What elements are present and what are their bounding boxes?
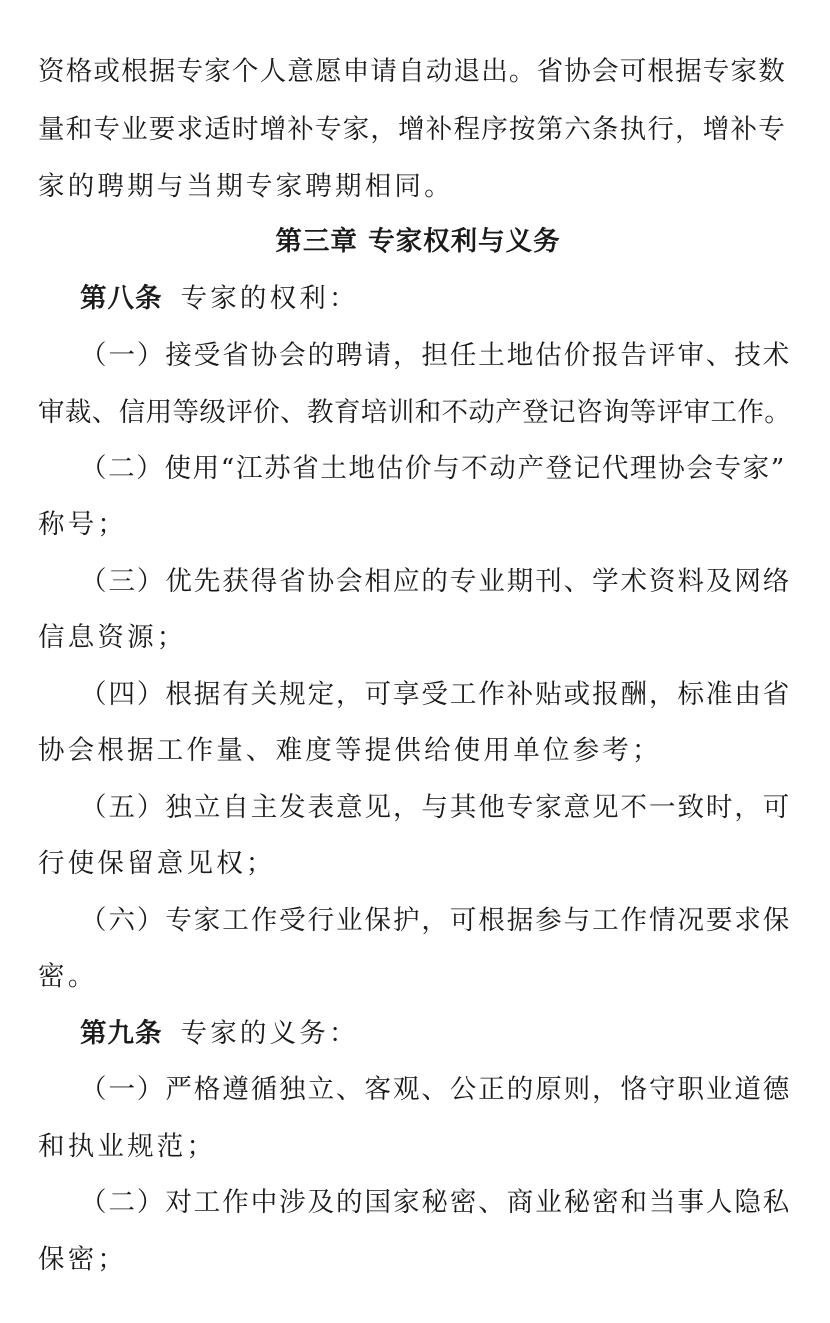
article-8-item-5-line-1: （五）独立自主发表意见，与其他专家意见不一致时，可: [80, 792, 792, 823]
article-9-item-2-line-1: （二）对工作中涉及的国家秘密、商业秘密和当事人隐私: [80, 1187, 792, 1218]
article-8-item-4-line-2: 协会根据工作量、难度等提供给使用单位参考；: [38, 735, 662, 766]
article-8-item-2-line-1: （二）使用“江苏省土地估价与不动产登记代理协会专家”: [80, 453, 786, 484]
article-9-item-1-line-1: （一）严格遵循独立、客观、公正的原则，恪守职业道德: [80, 1074, 792, 1105]
article-9-text: 专家的义务：: [180, 1018, 359, 1049]
intro-line-2: 量和专业要求适时增补专家，增补程序按第六条执行，增补专: [38, 114, 786, 145]
article-9-title: 第九条: [80, 1018, 163, 1049]
article-8-item-4-line-1: （四）根据有关规定，可享受工作补贴或报酬，标准由省: [80, 679, 792, 710]
article-8-heading: [80, 279, 359, 319]
chapter-heading: 第三章 专家权利与义务: [275, 226, 561, 257]
article-8-item-1-line-1: （一）接受省协会的聘请，担任土地估价报告评审、技术: [80, 340, 792, 371]
article-8-item-6-line-1: （六）专家工作受行业保护，可根据参与工作情况要求保: [80, 905, 792, 936]
article-8-item-2-line-2: 称号；: [38, 509, 128, 540]
article-8-item-3-line-2: 信息资源；: [38, 622, 187, 653]
article-8-item-6-line-2: 密。: [38, 961, 98, 992]
article-8-item-3-line-1: （三）优先获得省协会相应的专业期刊、学术资料及网络: [80, 566, 792, 597]
article-9-item-1-line-2: 和执业规范；: [38, 1131, 217, 1162]
article-9-item-2-line-2: 保密；: [38, 1244, 128, 1275]
article-8-item-1-line-2: 审裁、信用等级评价、教育培训和不动产登记咨询等评审工作。: [38, 397, 792, 428]
article-8-item-5-line-2: 行使保留意见权；: [38, 848, 276, 879]
intro-line-3: 家的聘期与当期专家聘期相同。: [38, 171, 454, 202]
article-8-text: 专家的权利：: [180, 283, 359, 314]
intro-line-1: 资格或根据专家个人意愿申请自动退出。省协会可根据专家数: [38, 56, 786, 87]
article-9-heading: [80, 1014, 359, 1054]
article-8-title: 第八条: [80, 283, 163, 314]
